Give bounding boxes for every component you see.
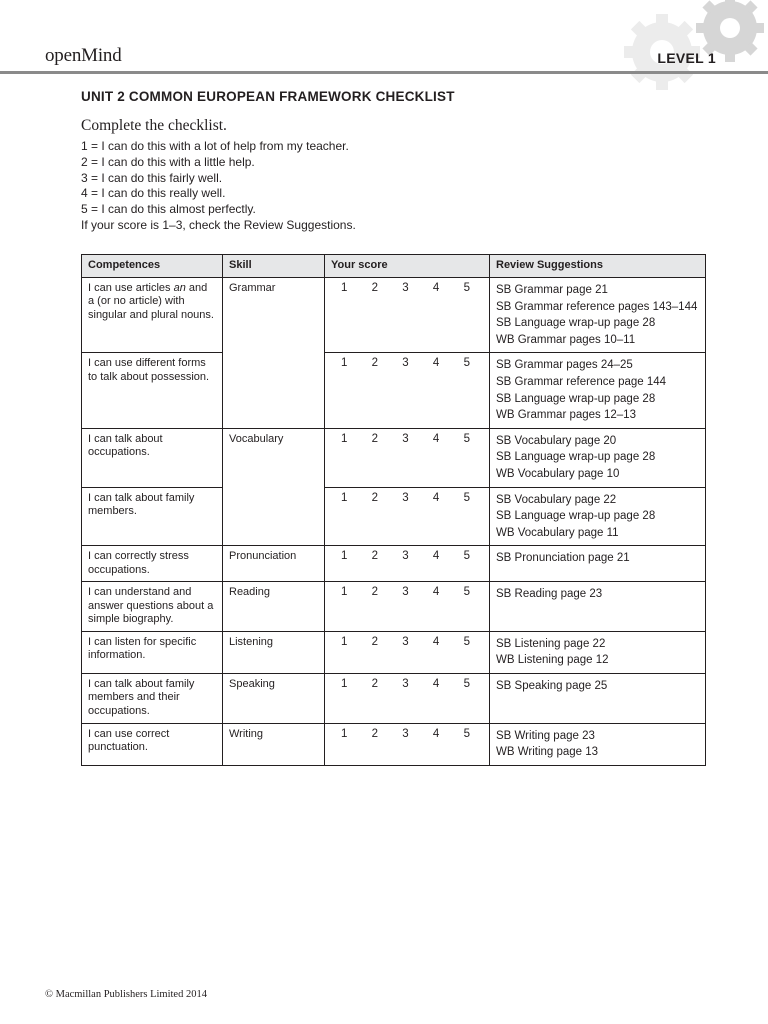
scale-line: 5 = I can do this almost perfectly.: [81, 202, 256, 217]
score-option[interactable]: 4: [432, 491, 440, 504]
score-option[interactable]: 1: [341, 357, 348, 370]
review-suggestion: SB Language wrap-up page 28: [496, 510, 656, 523]
score-scale-legend: [81, 139, 356, 234]
competence-text: I can correctly stress occupations.: [88, 550, 189, 576]
score-option[interactable]: 1: [341, 550, 348, 563]
review-suggestion: SB Writing page 23: [496, 729, 595, 742]
score-options: [331, 636, 483, 649]
score-option[interactable]: 5: [463, 677, 470, 690]
review-suggestion: SB Language wrap-up page 28: [496, 451, 656, 464]
review-suggestion: WB Grammar pages 10–11: [496, 333, 636, 346]
competence-cell: [82, 428, 223, 487]
skill-cell: Speaking: [223, 673, 325, 723]
scale-line: If your score is 1–3, check the Review Suggestions.: [81, 217, 356, 232]
checklist-body: [82, 278, 706, 766]
level-label: LEVEL 1: [657, 50, 716, 66]
competence-cell: [82, 723, 223, 765]
review-suggestion: SB Pronunciation page 21: [496, 552, 630, 565]
page-title: UNIT 2 COMMON EUROPEAN FRAMEWORK CHECKLIST: [81, 89, 455, 104]
score-option[interactable]: 3: [402, 677, 409, 690]
skill-cell: Reading: [223, 582, 325, 631]
score-option[interactable]: 3: [402, 550, 409, 563]
competence-cell: [82, 582, 223, 631]
score-options: [331, 678, 483, 691]
score-option[interactable]: 3: [402, 727, 409, 740]
scale-line: 3 = I can do this fairly well.: [81, 170, 223, 185]
score-cell: [325, 428, 490, 487]
review-cell: [490, 546, 706, 582]
review-suggestion: SB Listening page 22: [496, 637, 606, 650]
score-options: [331, 550, 483, 563]
table-row: [82, 723, 706, 765]
score-option[interactable]: 1: [341, 491, 348, 504]
competence-text: I can understand and answer questions about a simple biography.: [88, 586, 214, 626]
score-option[interactable]: 5: [463, 550, 470, 563]
score-option[interactable]: 5: [463, 727, 470, 740]
review-cell: [490, 428, 706, 487]
copyright-footer: © Macmillan Publishers Limited 2014: [45, 989, 207, 1000]
score-option[interactable]: 1: [341, 677, 348, 690]
header-divider: [0, 71, 768, 74]
competence-text: I can use correct punctuation.: [88, 727, 170, 754]
score-option[interactable]: 2: [371, 677, 379, 690]
skill-cell: Listening: [223, 631, 325, 673]
score-option[interactable]: 3: [402, 491, 409, 504]
score-cell: [325, 487, 490, 546]
review-suggestion: SB Grammar pages 24–25: [496, 359, 633, 372]
review-suggestion: SB Reading page 23: [496, 588, 603, 601]
score-option[interactable]: 4: [432, 282, 440, 294]
review-suggestion: SB Vocabulary page 20: [496, 434, 617, 447]
score-option[interactable]: 1: [341, 586, 348, 599]
score-option[interactable]: 1: [341, 727, 348, 740]
table-row: [82, 546, 706, 582]
score-option[interactable]: 1: [341, 282, 348, 294]
score-option[interactable]: 3: [402, 432, 409, 445]
score-cell: [325, 631, 490, 673]
score-option[interactable]: 5: [463, 357, 470, 370]
competence-text: I can talk about family members.: [88, 491, 195, 517]
review-suggestion: SB Language wrap-up page 28: [496, 392, 656, 405]
score-option[interactable]: 2: [371, 282, 379, 294]
score-option[interactable]: 2: [371, 635, 379, 648]
table-row: [82, 428, 706, 487]
score-option[interactable]: 5: [463, 432, 470, 445]
competence-text: [88, 282, 216, 322]
score-option[interactable]: 5: [463, 491, 470, 504]
score-option[interactable]: 4: [432, 677, 440, 690]
brand-logo: openMind: [45, 45, 122, 66]
table-row: [82, 278, 706, 353]
score-option[interactable]: 4: [432, 357, 440, 370]
score-option[interactable]: 4: [432, 432, 440, 445]
review-suggestion: SB Speaking page 25: [496, 679, 608, 692]
table-row: [82, 673, 706, 723]
score-cell: [325, 353, 490, 428]
scale-line: 1 = I can do this with a lot of help from my teacher.: [81, 139, 349, 153]
competence-text-part: I can use articles: [88, 282, 174, 294]
score-option[interactable]: 4: [432, 727, 440, 740]
review-cell: [490, 278, 706, 353]
score-option[interactable]: 3: [402, 635, 409, 648]
instruction-text: Complete the checklist.: [81, 117, 227, 134]
score-cell: [325, 582, 490, 631]
competence-text: I can use different forms to talk about possession.: [88, 357, 210, 383]
review-suggestion: SB Grammar reference pages 143–144: [496, 300, 698, 313]
score-options: [331, 586, 483, 599]
score-option[interactable]: 3: [402, 357, 409, 370]
score-option[interactable]: 4: [432, 550, 440, 563]
table-row: [82, 582, 706, 631]
table-row: [82, 631, 706, 673]
column-header-review: Review Suggestions: [490, 255, 706, 278]
review-suggestion: SB Vocabulary page 22: [496, 493, 617, 506]
review-suggestion: WB Writing page 13: [496, 746, 599, 759]
score-cell: [325, 546, 490, 582]
competence-text-part: and a (or no article) with singular and plural nouns.: [88, 282, 214, 321]
review-suggestion: SB Language wrap-up page 28: [496, 317, 656, 330]
score-cell: [325, 278, 490, 353]
table-row: [82, 353, 706, 428]
column-header-competences: Competences: [82, 255, 223, 278]
skill-cell: Grammar: [223, 278, 325, 429]
score-option[interactable]: 2: [371, 727, 379, 740]
review-suggestion: WB Listening page 12: [496, 654, 609, 667]
column-header-score: Your score: [325, 255, 490, 278]
score-options: [331, 433, 483, 446]
score-option[interactable]: 1: [341, 432, 348, 445]
skill-cell: Pronunciation: [223, 546, 325, 582]
score-options: [331, 357, 483, 370]
review-suggestion: SB Grammar page 21: [496, 284, 608, 296]
competence-text-italic: an: [173, 282, 186, 294]
score-option[interactable]: 4: [432, 586, 440, 599]
score-option[interactable]: 2: [371, 432, 379, 445]
competence-cell: [82, 487, 223, 546]
score-option[interactable]: 5: [463, 282, 470, 294]
table-header-row: [82, 255, 706, 278]
review-suggestion: WB Vocabulary page 11: [496, 526, 619, 539]
competence-text: I can listen for specific information.: [88, 635, 197, 661]
review-cell: [490, 631, 706, 673]
score-options: [331, 728, 483, 741]
competence-cell: [82, 631, 223, 673]
scale-line: 2 = I can do this with a little help.: [81, 154, 255, 169]
review-suggestion: SB Grammar reference page 144: [496, 375, 667, 388]
score-option[interactable]: 2: [371, 550, 379, 563]
score-cell: [325, 723, 490, 765]
score-option[interactable]: 2: [371, 357, 379, 370]
skill-cell: Vocabulary: [223, 428, 325, 546]
column-header-skill: Skill: [223, 255, 325, 278]
scale-line: 4 = I can do this really well.: [81, 186, 226, 201]
review-cell: [490, 723, 706, 765]
competence-text: I can talk about occupations.: [88, 432, 163, 459]
score-option[interactable]: 2: [371, 586, 379, 599]
checklist-table: [81, 254, 706, 766]
review-cell: [490, 487, 706, 546]
score-options: [331, 282, 483, 295]
score-option[interactable]: 2: [371, 491, 379, 504]
competence-text: I can talk about family members and their occupations.: [88, 677, 195, 717]
review-cell: [490, 582, 706, 631]
competence-cell: [82, 278, 223, 353]
review-suggestion: WB Vocabulary page 10: [496, 467, 620, 480]
score-option[interactable]: 1: [341, 635, 348, 648]
table-row: [82, 487, 706, 546]
review-cell: [490, 673, 706, 723]
score-cell: [325, 673, 490, 723]
score-option[interactable]: 4: [432, 635, 440, 648]
score-option[interactable]: 3: [402, 282, 409, 294]
score-option[interactable]: 3: [402, 586, 409, 599]
competence-cell: [82, 546, 223, 582]
score-options: [331, 492, 483, 505]
competence-cell: [82, 353, 223, 428]
score-option[interactable]: 5: [463, 586, 470, 599]
review-suggestion: WB Grammar pages 12–13: [496, 409, 636, 422]
score-option[interactable]: 5: [463, 635, 470, 648]
review-cell: [490, 353, 706, 428]
skill-cell: Writing: [223, 723, 325, 765]
competence-cell: [82, 673, 223, 723]
